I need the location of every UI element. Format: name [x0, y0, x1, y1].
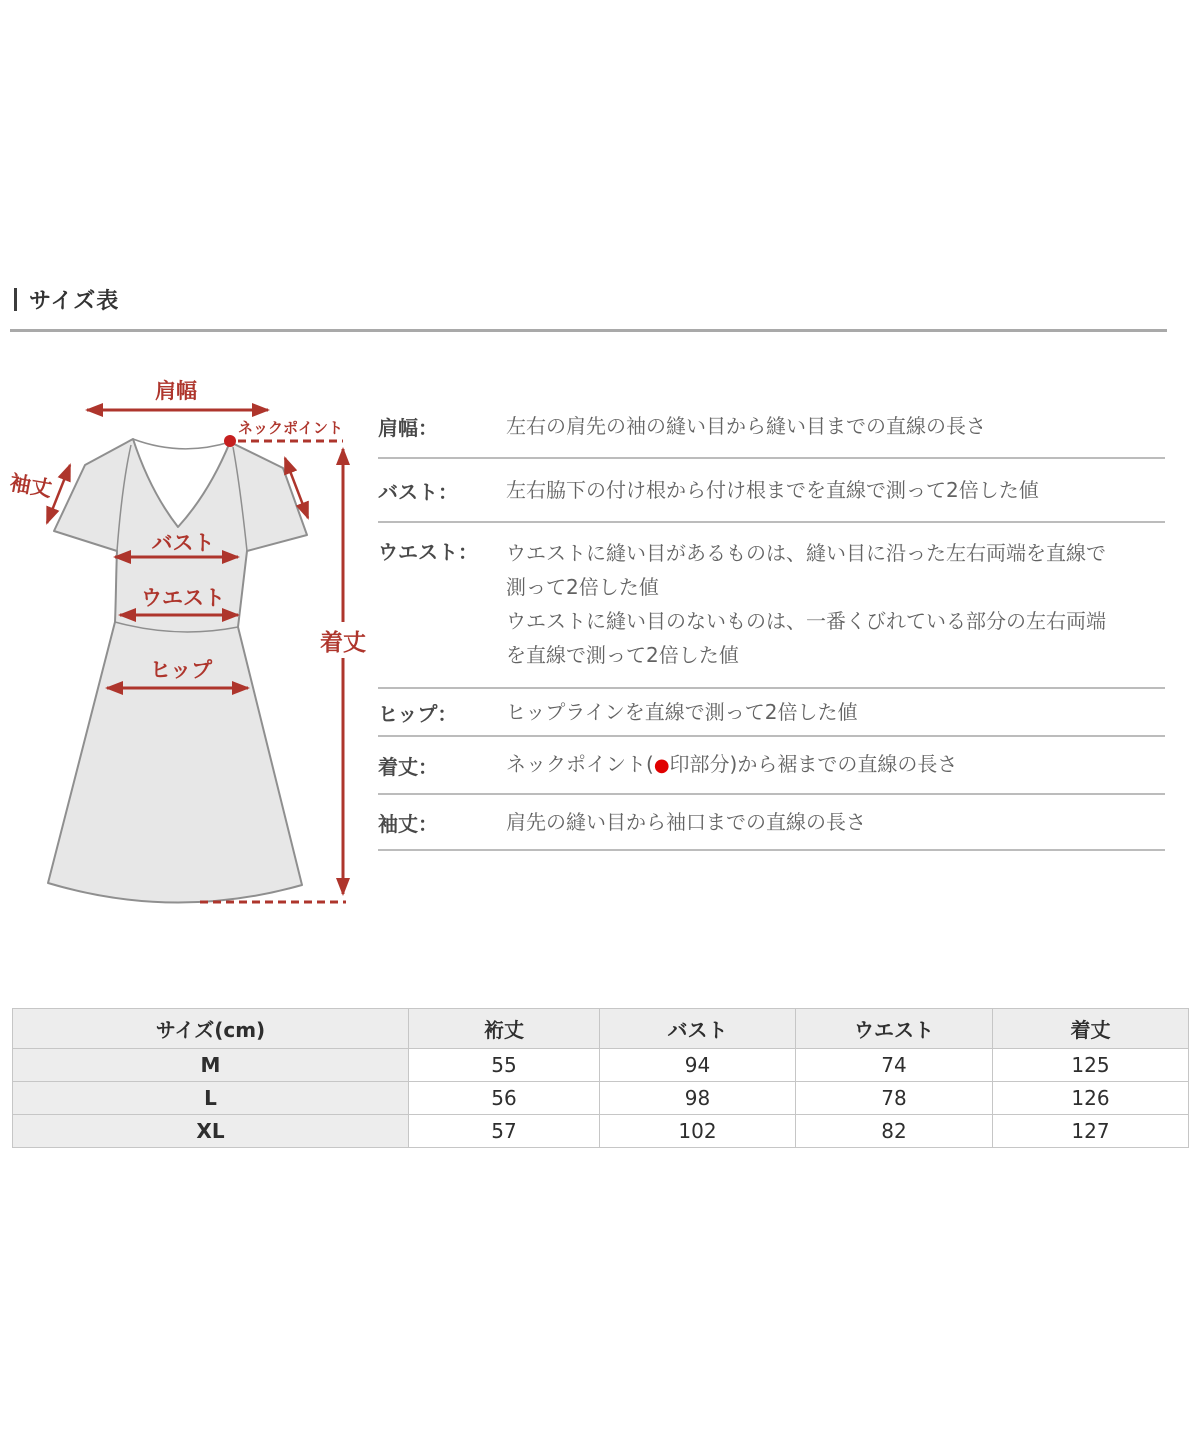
title-accent-bar [14, 288, 17, 311]
definition-row-shoulder [378, 395, 1165, 459]
value-cell: 82 [796, 1115, 993, 1148]
definition-row-hip [378, 689, 1165, 737]
definition-text: 左右脇下の付け根から付け根までを直線で測って2倍した値 [506, 478, 1039, 502]
definition-row-waist [378, 523, 1165, 689]
size-table-header-row [13, 1009, 1189, 1049]
definition-line: 測って2倍した値 [506, 575, 659, 599]
value-cell: 98 [600, 1082, 796, 1115]
size-label: M [13, 1049, 409, 1082]
bust-label: バスト [151, 531, 215, 555]
neck-point-label: ネックポイント [238, 419, 344, 437]
size-row-m [13, 1049, 1189, 1082]
value-cell: 57 [409, 1115, 600, 1148]
value-cell: 126 [993, 1082, 1189, 1115]
size-label: XL [13, 1115, 409, 1148]
definition-text: ヒップラインを直線で測って2倍した値 [506, 700, 858, 724]
definition-term: 袖丈： [378, 811, 438, 836]
definition-term: バスト： [378, 479, 458, 504]
col-header-size-unit: サイズ(cm) [13, 1009, 409, 1049]
value-cell: 94 [600, 1049, 796, 1082]
waist-label: ウエスト [141, 586, 225, 610]
col-header-waist: ウエスト [796, 1009, 993, 1049]
shoulder-width-label: 肩幅 [155, 379, 197, 403]
back-neckline-seam [133, 439, 230, 449]
definition-row-length [378, 737, 1165, 795]
neck-point-dot [224, 435, 236, 447]
garment-length-label: 着丈 [320, 630, 366, 656]
page-title: サイズ表 [29, 289, 120, 314]
size-table [12, 1008, 1189, 1148]
definition-text: 左右の肩先の袖の縫い目から縫い目までの直線の長さ [506, 414, 986, 438]
value-cell: 102 [600, 1115, 796, 1148]
definition-row-bust [378, 459, 1165, 523]
definition-line: ウエストに縫い目があるものは、縫い目に沿った左右両端を直線で [506, 541, 1106, 565]
col-header-bust: バスト [600, 1009, 796, 1049]
definition-list [378, 395, 1165, 851]
value-cell: 74 [796, 1049, 993, 1082]
value-cell: 56 [409, 1082, 600, 1115]
definition-line: を直線で測って2倍した値 [506, 643, 739, 667]
value-cell: 78 [796, 1082, 993, 1115]
definition-line: ウエストに縫い目のないものは、一番くびれている部分の左右両端 [506, 609, 1106, 633]
size-row-xl [13, 1115, 1189, 1148]
value-cell: 127 [993, 1115, 1189, 1148]
size-diagram [5, 365, 370, 925]
definition-term: 肩幅： [378, 415, 438, 440]
col-header-yuki: 裄丈 [409, 1009, 600, 1049]
definition-text-after-dot: 印部分)から裾までの直線の長さ [669, 752, 958, 776]
definition-row-sleeve [378, 795, 1165, 851]
definition-text [506, 536, 1106, 672]
definition-term: ヒップ： [378, 701, 458, 726]
definition-text [506, 747, 957, 783]
red-dot-glyph: ● [653, 755, 670, 776]
value-cell: 125 [993, 1049, 1189, 1082]
section-header [14, 284, 119, 315]
definition-term: ウエスト： [378, 540, 478, 564]
value-cell: 55 [409, 1049, 600, 1082]
definition-term: 着丈： [378, 754, 438, 779]
size-row-l [13, 1082, 1189, 1115]
header-divider [10, 329, 1167, 332]
col-header-length: 着丈 [993, 1009, 1189, 1049]
definition-text-before-dot: ネックポイント( [506, 752, 654, 776]
definition-text: 肩先の縫い目から袖口までの直線の長さ [506, 810, 866, 834]
size-label: L [13, 1082, 409, 1115]
hip-label: ヒップ [149, 658, 213, 682]
sleeve-length-label: 袖丈 [8, 470, 54, 502]
